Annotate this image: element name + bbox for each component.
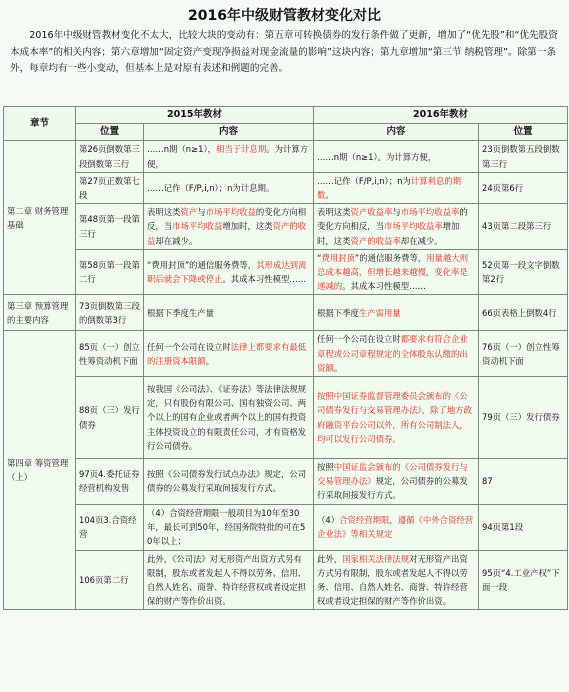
content-2015-cell	[144, 331, 314, 377]
changed-text: 法律上都要求有最低的注册资本限额	[147, 341, 307, 366]
content-text: 根据下季度生产量	[147, 307, 214, 318]
content-text: 的变化方向相反，当	[147, 207, 307, 232]
content-text: 与	[197, 207, 206, 218]
position-2016-cell: 79页（三）发行债券	[479, 377, 568, 459]
position-2015-cell: 第26页倒数第三段倒数第三行	[76, 141, 144, 172]
position-2015-cell: 85页（一）创立性筹资动机下面	[76, 331, 144, 377]
content-2016-cell	[314, 295, 479, 331]
position-2016-cell: 24页第6行	[479, 172, 568, 203]
position-2015-cell: 104页3.合资经营	[76, 504, 144, 550]
content-2016-cell	[314, 504, 479, 550]
content-text: 增加时，这类	[222, 221, 273, 232]
content-text: 此外，《公司法》对无形资产出资方式另有限制，股东或者发起人不得以劳务、信用、自然人姓名、商誉、特许经营权或者设定担保的财产等作价出资。	[147, 553, 307, 607]
content-text: （4）合资经营期限一般项目为10年至30年，最长可到50年，经国务院特批的可在50年以上；	[147, 507, 306, 547]
table-row	[4, 550, 568, 610]
content-2016-cell	[314, 459, 479, 505]
changed-text: 中国证监会颁布的《公司债券发行与交易管理办法》	[317, 462, 468, 487]
content-text: 。	[333, 362, 343, 373]
content-text: 。其成本习性模型……	[342, 281, 426, 292]
content-2015-cell	[144, 550, 314, 610]
content-text: 增加时，这类	[317, 221, 460, 246]
position-2015-cell: 第48页第一段第三行	[76, 204, 144, 250]
content-2015-cell	[144, 172, 314, 203]
table-row	[4, 377, 568, 459]
content-2016-cell	[314, 550, 479, 610]
content-text: ……记作（F/P,i,n）；n为	[317, 175, 411, 186]
chapter-cell: 第四章 筹资管理（上）	[4, 331, 76, 610]
changed-text: 其形成达到离职后就会下降或停止	[147, 259, 307, 285]
table-row	[4, 331, 568, 377]
content-2015-cell	[144, 141, 314, 172]
content-text: ……n期（n≥1）。为计算方便，	[317, 151, 437, 162]
content-text: 规定，公司债券的公募发行采取间接发行方式。	[317, 476, 468, 501]
comparison-table-body	[4, 141, 568, 610]
content-text: 。	[205, 355, 214, 366]
table-row	[4, 295, 568, 331]
position-2016-cell: 66页表格上倒数4行	[479, 295, 568, 331]
content-2016-cell	[314, 141, 479, 172]
changed-text: 费用封顶	[321, 252, 355, 263]
content-2016-cell	[314, 172, 479, 203]
content-text: 根据下季度	[317, 307, 359, 318]
changed-text: 资产的收益	[147, 221, 307, 246]
header-row-editions	[4, 107, 568, 124]
position-2015-cell: 73页倒数第三段的倒数第3行	[76, 295, 144, 331]
content-text: ”的通信服务费等，	[354, 252, 427, 263]
content-text: 按照	[317, 462, 334, 473]
changed-text: 资产收益率	[350, 207, 393, 218]
changed-text: 市场平均收益率	[400, 207, 460, 218]
changed-text: 合资经营期限，遵循《中外合资经营企业法》等相关规定	[317, 514, 474, 540]
intro-paragraph: 2016年中级财管教材变化不太大，比较大块的变动有：第五章可转换债券的发行条件做了更新，增加了“优先股”和“优先股资本成本率”的相关内容；第六章增加“固定资产变现净损益对现金流量的影响”这块内容；第九章增加“第三节 纳税管理”。除第一条外，每章均有一些小变动，但基本上是对原有表述和例题的完善。	[10, 30, 558, 74]
content-text: 按照《公司债券发行试点办法》规定，公司债券的公募发行采取间接发行方式。	[147, 469, 307, 494]
content-text: 按我国《公司法》、《证券法》等法律法规规定，只有股份有限公司、国有独资公司、两个以上的国有企业或者两个以上的国有投资主体投资设立的有限责任公司，才有资格发行公司债券。	[147, 384, 307, 451]
content-text: “费用封顶”的通信服务费等，	[147, 259, 257, 270]
table-row	[4, 141, 568, 172]
position-2016-cell: 43页第二段第三行	[479, 204, 568, 250]
content-text: 。为计算方便，	[147, 144, 309, 169]
content-2015-cell	[144, 204, 314, 250]
table-row	[4, 172, 568, 203]
content-text: （4）	[317, 514, 340, 525]
content-2015-cell	[144, 504, 314, 550]
chapter-cell: 第二章 财务管理基础	[4, 141, 76, 295]
header-content-2016: 内容	[314, 124, 479, 141]
content-text: 任何一个公司在设立时	[317, 334, 401, 345]
position-2015-cell: 第27页正数第七段	[76, 172, 144, 203]
table-row	[4, 459, 568, 505]
changed-text: 国家相关法律法规	[342, 553, 410, 564]
content-2015-cell	[144, 459, 314, 505]
content-text: 。	[325, 190, 334, 201]
table-row	[4, 249, 568, 295]
header-content-2015: 内容	[144, 124, 314, 141]
content-2016-cell	[314, 249, 479, 295]
content-text: 任何一个公司在设立时	[147, 341, 231, 352]
content-text: 却在减少。	[155, 235, 198, 246]
content-text: ……n期（n≥1），	[147, 144, 217, 155]
page-title: 2016年中级财管教材变化对比	[188, 8, 381, 24]
content-text: 与	[392, 207, 401, 218]
chapter-cell: 第三章 预算管理的主要内容	[4, 295, 76, 331]
content-2016-cell	[314, 204, 479, 250]
position-2016-cell: 95页“4.工业产权”下面一段	[479, 550, 568, 610]
changed-text: 用量越大则总成本越高，但增长越来越慢，变化率是递减的	[317, 252, 469, 292]
content-2015-cell	[144, 295, 314, 331]
position-2016-cell: 52页第一段文字倒数第2行	[479, 249, 568, 295]
content-text: 。其成本习性模型……	[222, 274, 307, 285]
position-2015-cell: 97页4.委托证券经营机构发售	[76, 459, 144, 505]
content-2015-cell	[144, 249, 314, 295]
changed-text: 资产	[180, 207, 198, 218]
content-2016-cell	[314, 377, 479, 459]
content-text: 此外，	[317, 553, 343, 564]
changed-text: 市场平均收益	[172, 221, 223, 232]
header-row-columns	[4, 124, 568, 141]
changed-text: 都要求有符合企业章程或公司章程规定的全体股东认缴的出资额	[317, 334, 468, 373]
content-text: 的变化方向相反，当	[317, 207, 468, 232]
content-2015-cell	[144, 377, 314, 459]
header-position-2016: 位置	[479, 124, 568, 141]
changed-text: 计算利息的期数	[317, 175, 462, 201]
content-text: “	[317, 252, 322, 263]
position-2015-cell: 第58页第一段第二行	[76, 249, 144, 295]
table-row	[4, 204, 568, 250]
content-text: 表明这类	[147, 207, 181, 218]
position-2016-cell: 76页（一）创立性筹资动机下面	[479, 331, 568, 377]
position-2015-cell: 88页（三）发行债券	[76, 377, 144, 459]
header-position-2015: 位置	[76, 124, 144, 141]
header-2016-edition: 2016年教材	[314, 107, 568, 124]
content-text: 却在减少。	[400, 235, 443, 246]
table-row	[4, 504, 568, 550]
changed-text: 资产的收益率	[350, 235, 401, 246]
position-2016-cell: 87	[479, 459, 568, 505]
header-chapter: 章节	[4, 107, 76, 141]
header-2015-edition: 2015年教材	[76, 107, 314, 124]
position-2016-cell: 94页第1段	[479, 504, 568, 550]
changed-text: 按照中国证券监督管理委员会颁布的《公司债券发行与交易管理办法》，除了地方政府融资平台公司以外，所有公司制法人，均可以发行公司债券。	[317, 391, 472, 444]
content-text: 表明这类	[317, 207, 351, 218]
changed-text: 生产需用量	[358, 307, 401, 318]
content-2016-cell	[314, 331, 479, 377]
comparison-table	[3, 106, 568, 610]
changed-text: 市场平均收益率	[384, 221, 443, 232]
content-text: ……记作（F/P,i,n）；n为计息期。	[147, 182, 275, 193]
position-2015-cell: 106页第二行	[76, 550, 144, 610]
position-2016-cell: 23页倒数第五段倒数第三行	[479, 141, 568, 172]
content-text: 对无形资产出资方式另有限制，股东或者发起人不得以劳务、信用、自然人姓名、商誉、特许经营权或者设定担保的财产等作价出资。	[317, 553, 468, 607]
changed-text: 市场平均收益	[205, 207, 256, 218]
changed-text: 相当于计息期	[216, 144, 267, 155]
